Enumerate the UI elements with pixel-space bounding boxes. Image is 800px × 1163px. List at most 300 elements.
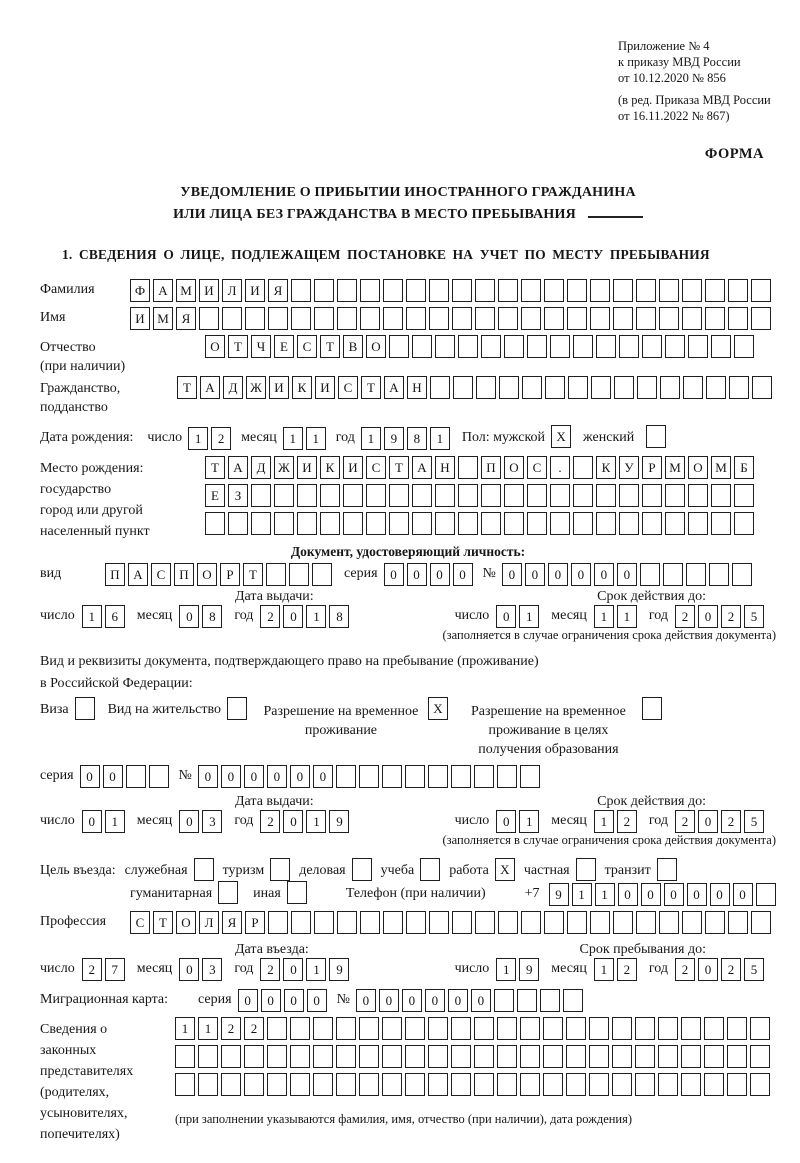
form-cell[interactable] — [750, 1017, 770, 1040]
form-cell[interactable] — [268, 307, 288, 330]
form-cell[interactable]: 1 — [430, 427, 450, 450]
form-cell[interactable] — [683, 376, 703, 399]
form-cell[interactable]: 0 — [698, 958, 718, 981]
form-cell[interactable] — [732, 563, 752, 586]
form-cell[interactable]: Р — [220, 563, 240, 586]
official-checkbox[interactable] — [194, 858, 214, 881]
form-cell[interactable] — [228, 512, 248, 535]
form-cell[interactable]: Р — [642, 456, 662, 479]
form-cell[interactable]: 2 — [675, 605, 695, 628]
form-cell[interactable] — [681, 1017, 701, 1040]
tourism-checkbox[interactable] — [270, 858, 290, 881]
form-cell[interactable] — [705, 279, 725, 302]
form-cell[interactable]: И — [199, 279, 219, 302]
form-cell[interactable]: 5 — [744, 958, 764, 981]
form-cell[interactable] — [619, 512, 639, 535]
form-cell[interactable] — [636, 911, 656, 934]
form-cell[interactable] — [704, 1045, 724, 1068]
form-cell[interactable]: 8 — [407, 427, 427, 450]
form-cell[interactable] — [612, 1017, 632, 1040]
form-cell[interactable]: 9 — [519, 958, 539, 981]
form-cell[interactable] — [517, 989, 537, 1012]
form-cell[interactable]: О — [366, 335, 386, 358]
form-cell[interactable] — [590, 279, 610, 302]
temporary-permit-checkbox[interactable]: X — [428, 697, 448, 720]
form-cell[interactable]: М — [665, 456, 685, 479]
form-cell[interactable]: 2 — [721, 958, 741, 981]
form-cell[interactable] — [658, 1073, 678, 1096]
form-cell[interactable]: О — [504, 456, 524, 479]
form-cell[interactable]: 1 — [496, 958, 516, 981]
form-cell[interactable]: 0 — [283, 605, 303, 628]
business-checkbox[interactable] — [352, 858, 372, 881]
form-cell[interactable] — [573, 484, 593, 507]
form-cell[interactable] — [312, 563, 332, 586]
form-cell[interactable] — [337, 307, 357, 330]
form-cell[interactable] — [389, 484, 409, 507]
form-cell[interactable]: А — [412, 456, 432, 479]
form-cell[interactable]: А — [384, 376, 404, 399]
form-cell[interactable]: И — [297, 456, 317, 479]
form-cell[interactable]: 3 — [202, 958, 222, 981]
form-cell[interactable] — [527, 512, 547, 535]
form-cell[interactable] — [337, 911, 357, 934]
form-cell[interactable]: 0 — [82, 810, 102, 833]
form-cell[interactable]: 1 — [306, 958, 326, 981]
form-cell[interactable] — [589, 1073, 609, 1096]
form-cell[interactable] — [383, 279, 403, 302]
form-cell[interactable] — [522, 376, 542, 399]
form-cell[interactable] — [688, 335, 708, 358]
form-cell[interactable] — [498, 279, 518, 302]
form-cell[interactable] — [686, 563, 706, 586]
form-cell[interactable] — [596, 512, 616, 535]
other-checkbox[interactable] — [287, 881, 307, 904]
form-cell[interactable]: 5 — [744, 605, 764, 628]
form-cell[interactable] — [711, 484, 731, 507]
form-cell[interactable]: П — [174, 563, 194, 586]
form-cell[interactable] — [406, 911, 426, 934]
form-cell[interactable] — [481, 335, 501, 358]
form-cell[interactable] — [451, 1017, 471, 1040]
form-cell[interactable]: М — [176, 279, 196, 302]
form-cell[interactable] — [550, 335, 570, 358]
form-cell[interactable] — [343, 484, 363, 507]
form-cell[interactable] — [729, 376, 749, 399]
form-cell[interactable] — [313, 1045, 333, 1068]
form-cell[interactable]: 0 — [379, 989, 399, 1012]
study-checkbox[interactable] — [420, 858, 440, 881]
form-cell[interactable]: С — [527, 456, 547, 479]
form-cell[interactable]: И — [315, 376, 335, 399]
form-cell[interactable]: О — [205, 335, 225, 358]
form-cell[interactable]: 1 — [594, 958, 614, 981]
form-cell[interactable] — [266, 563, 286, 586]
form-cell[interactable] — [659, 279, 679, 302]
form-cell[interactable]: 3 — [202, 810, 222, 833]
form-cell[interactable] — [563, 989, 583, 1012]
form-cell[interactable] — [540, 989, 560, 1012]
form-cell[interactable]: 0 — [548, 563, 568, 586]
form-cell[interactable]: 0 — [307, 989, 327, 1012]
form-cell[interactable]: 0 — [448, 989, 468, 1012]
form-cell[interactable] — [756, 883, 776, 906]
form-cell[interactable] — [658, 1045, 678, 1068]
form-cell[interactable]: 0 — [425, 989, 445, 1012]
form-cell[interactable] — [642, 512, 662, 535]
form-cell[interactable]: 0 — [261, 989, 281, 1012]
form-cell[interactable]: Я — [268, 279, 288, 302]
form-cell[interactable] — [430, 376, 450, 399]
form-cell[interactable] — [268, 911, 288, 934]
form-cell[interactable]: А — [200, 376, 220, 399]
form-cell[interactable] — [635, 1073, 655, 1096]
form-cell[interactable]: 0 — [402, 989, 422, 1012]
form-cell[interactable] — [452, 307, 472, 330]
form-cell[interactable] — [412, 335, 432, 358]
form-cell[interactable] — [567, 911, 587, 934]
form-cell[interactable]: С — [338, 376, 358, 399]
form-cell[interactable] — [290, 1073, 310, 1096]
form-cell[interactable] — [451, 1045, 471, 1068]
form-cell[interactable] — [336, 1073, 356, 1096]
form-cell[interactable]: М — [711, 456, 731, 479]
form-cell[interactable] — [267, 1017, 287, 1040]
form-cell[interactable] — [336, 1045, 356, 1068]
form-cell[interactable] — [497, 1045, 517, 1068]
form-cell[interactable] — [543, 1073, 563, 1096]
form-cell[interactable]: 0 — [407, 563, 427, 586]
form-cell[interactable]: 0 — [453, 563, 473, 586]
form-cell[interactable] — [527, 335, 547, 358]
form-cell[interactable]: 9 — [549, 883, 569, 906]
form-cell[interactable]: 9 — [329, 810, 349, 833]
form-cell[interactable] — [590, 911, 610, 934]
form-cell[interactable] — [297, 512, 317, 535]
form-cell[interactable] — [709, 563, 729, 586]
form-cell[interactable]: 0 — [179, 605, 199, 628]
form-cell[interactable] — [458, 335, 478, 358]
form-cell[interactable] — [498, 911, 518, 934]
form-cell[interactable] — [663, 563, 683, 586]
form-cell[interactable]: 0 — [687, 883, 707, 906]
form-cell[interactable]: Т — [228, 335, 248, 358]
humanitarian-checkbox[interactable] — [218, 881, 238, 904]
form-cell[interactable]: 9 — [384, 427, 404, 450]
form-cell[interactable]: С — [130, 911, 150, 934]
form-cell[interactable] — [567, 279, 587, 302]
form-cell[interactable]: Л — [199, 911, 219, 934]
form-cell[interactable]: 1 — [595, 883, 615, 906]
form-cell[interactable] — [494, 989, 514, 1012]
form-cell[interactable] — [589, 1045, 609, 1068]
female-checkbox[interactable] — [646, 425, 666, 448]
form-cell[interactable] — [734, 512, 754, 535]
form-cell[interactable] — [728, 307, 748, 330]
form-cell[interactable]: И — [343, 456, 363, 479]
form-cell[interactable] — [429, 279, 449, 302]
form-cell[interactable] — [274, 512, 294, 535]
form-cell[interactable] — [474, 765, 494, 788]
form-cell[interactable]: 1 — [519, 605, 539, 628]
form-cell[interactable]: 2 — [221, 1017, 241, 1040]
form-cell[interactable]: А — [228, 456, 248, 479]
visa-checkbox[interactable] — [75, 697, 95, 720]
form-cell[interactable]: 1 — [188, 427, 208, 450]
form-cell[interactable] — [405, 1073, 425, 1096]
form-cell[interactable]: 0 — [571, 563, 591, 586]
form-cell[interactable]: 2 — [82, 958, 102, 981]
form-cell[interactable] — [521, 911, 541, 934]
form-cell[interactable]: 0 — [617, 563, 637, 586]
form-cell[interactable] — [659, 307, 679, 330]
form-cell[interactable]: 0 — [594, 563, 614, 586]
form-cell[interactable]: 8 — [202, 605, 222, 628]
form-cell[interactable]: 1 — [594, 605, 614, 628]
form-cell[interactable]: 0 — [283, 810, 303, 833]
form-cell[interactable] — [751, 307, 771, 330]
form-cell[interactable] — [382, 1017, 402, 1040]
form-cell[interactable] — [613, 279, 633, 302]
form-cell[interactable] — [251, 512, 271, 535]
form-cell[interactable] — [498, 307, 518, 330]
form-cell[interactable] — [267, 1045, 287, 1068]
form-cell[interactable] — [734, 484, 754, 507]
form-cell[interactable]: Ч — [251, 335, 271, 358]
form-cell[interactable] — [382, 1073, 402, 1096]
form-cell[interactable] — [314, 279, 334, 302]
form-cell[interactable] — [382, 1045, 402, 1068]
form-cell[interactable] — [360, 307, 380, 330]
form-cell[interactable] — [568, 376, 588, 399]
form-cell[interactable]: Е — [205, 484, 225, 507]
form-cell[interactable] — [640, 563, 660, 586]
form-cell[interactable] — [750, 1073, 770, 1096]
form-cell[interactable]: 0 — [430, 563, 450, 586]
form-cell[interactable] — [660, 376, 680, 399]
form-cell[interactable] — [175, 1073, 195, 1096]
form-cell[interactable] — [619, 335, 639, 358]
form-cell[interactable] — [682, 279, 702, 302]
form-cell[interactable]: 2 — [721, 810, 741, 833]
form-cell[interactable]: 0 — [179, 810, 199, 833]
form-cell[interactable] — [389, 335, 409, 358]
form-cell[interactable]: 0 — [80, 765, 100, 788]
form-cell[interactable]: 1 — [82, 605, 102, 628]
form-cell[interactable]: О — [688, 456, 708, 479]
form-cell[interactable] — [635, 1045, 655, 1068]
form-cell[interactable] — [728, 279, 748, 302]
form-cell[interactable]: 1 — [175, 1017, 195, 1040]
form-cell[interactable]: 2 — [211, 427, 231, 450]
form-cell[interactable] — [543, 1017, 563, 1040]
form-cell[interactable] — [521, 279, 541, 302]
form-cell[interactable] — [222, 307, 242, 330]
form-cell[interactable]: Н — [435, 456, 455, 479]
male-checkbox[interactable]: X — [551, 425, 571, 448]
form-cell[interactable] — [290, 1045, 310, 1068]
form-cell[interactable] — [475, 307, 495, 330]
form-cell[interactable] — [642, 484, 662, 507]
form-cell[interactable] — [497, 1017, 517, 1040]
form-cell[interactable]: 2 — [675, 810, 695, 833]
form-cell[interactable]: Ж — [246, 376, 266, 399]
form-cell[interactable] — [406, 307, 426, 330]
form-cell[interactable] — [659, 911, 679, 934]
form-cell[interactable] — [290, 1017, 310, 1040]
form-cell[interactable]: 0 — [283, 958, 303, 981]
form-cell[interactable]: 1 — [306, 810, 326, 833]
form-cell[interactable] — [682, 911, 702, 934]
form-cell[interactable]: 1 — [572, 883, 592, 906]
form-cell[interactable] — [458, 456, 478, 479]
form-cell[interactable] — [727, 1073, 747, 1096]
form-cell[interactable] — [704, 1073, 724, 1096]
form-cell[interactable] — [429, 911, 449, 934]
form-cell[interactable]: У — [619, 456, 639, 479]
form-cell[interactable]: О — [176, 911, 196, 934]
form-cell[interactable] — [336, 1017, 356, 1040]
form-cell[interactable]: А — [153, 279, 173, 302]
form-cell[interactable] — [504, 484, 524, 507]
form-cell[interactable] — [405, 1045, 425, 1068]
form-cell[interactable]: 0 — [698, 605, 718, 628]
form-cell[interactable] — [428, 1017, 448, 1040]
form-cell[interactable]: С — [297, 335, 317, 358]
form-cell[interactable] — [619, 484, 639, 507]
form-cell[interactable] — [636, 279, 656, 302]
form-cell[interactable]: 0 — [664, 883, 684, 906]
form-cell[interactable] — [682, 307, 702, 330]
form-cell[interactable] — [474, 1073, 494, 1096]
form-cell[interactable]: К — [292, 376, 312, 399]
form-cell[interactable]: Д — [251, 456, 271, 479]
form-cell[interactable] — [520, 1073, 540, 1096]
form-cell[interactable] — [412, 512, 432, 535]
form-cell[interactable] — [688, 484, 708, 507]
form-cell[interactable] — [614, 376, 634, 399]
form-cell[interactable] — [405, 1017, 425, 1040]
form-cell[interactable] — [704, 1017, 724, 1040]
form-cell[interactable] — [544, 307, 564, 330]
form-cell[interactable] — [642, 335, 662, 358]
form-cell[interactable]: Т — [177, 376, 197, 399]
form-cell[interactable] — [573, 456, 593, 479]
form-cell[interactable] — [343, 512, 363, 535]
form-cell[interactable]: П — [481, 456, 501, 479]
form-cell[interactable]: О — [197, 563, 217, 586]
form-cell[interactable] — [435, 484, 455, 507]
form-cell[interactable] — [458, 512, 478, 535]
form-cell[interactable]: 0 — [267, 765, 287, 788]
form-cell[interactable] — [589, 1017, 609, 1040]
form-cell[interactable] — [412, 484, 432, 507]
form-cell[interactable] — [544, 911, 564, 934]
form-cell[interactable]: Т — [320, 335, 340, 358]
form-cell[interactable] — [527, 484, 547, 507]
form-cell[interactable] — [543, 1045, 563, 1068]
form-cell[interactable]: Ф — [130, 279, 150, 302]
form-cell[interactable]: П — [105, 563, 125, 586]
form-cell[interactable] — [291, 911, 311, 934]
form-cell[interactable]: 0 — [284, 989, 304, 1012]
form-cell[interactable]: 2 — [260, 605, 280, 628]
form-cell[interactable] — [126, 765, 146, 788]
form-cell[interactable]: 7 — [105, 958, 125, 981]
form-cell[interactable] — [429, 307, 449, 330]
form-cell[interactable] — [613, 911, 633, 934]
form-cell[interactable] — [475, 279, 495, 302]
form-cell[interactable]: 1 — [617, 605, 637, 628]
form-cell[interactable] — [665, 512, 685, 535]
form-cell[interactable] — [566, 1045, 586, 1068]
form-cell[interactable] — [291, 307, 311, 330]
form-cell[interactable]: . — [550, 456, 570, 479]
form-cell[interactable]: Б — [734, 456, 754, 479]
form-cell[interactable] — [681, 1073, 701, 1096]
form-cell[interactable] — [205, 512, 225, 535]
form-cell[interactable] — [244, 1045, 264, 1068]
form-cell[interactable]: Я — [176, 307, 196, 330]
form-cell[interactable]: 2 — [721, 605, 741, 628]
form-cell[interactable] — [267, 1073, 287, 1096]
form-cell[interactable] — [705, 911, 725, 934]
form-cell[interactable]: 1 — [105, 810, 125, 833]
form-cell[interactable] — [320, 512, 340, 535]
form-cell[interactable] — [320, 484, 340, 507]
form-cell[interactable]: 1 — [306, 605, 326, 628]
form-cell[interactable]: А — [128, 563, 148, 586]
form-cell[interactable] — [359, 1017, 379, 1040]
form-cell[interactable] — [705, 307, 725, 330]
form-cell[interactable] — [727, 1045, 747, 1068]
form-cell[interactable]: 0 — [496, 605, 516, 628]
form-cell[interactable]: Ж — [274, 456, 294, 479]
form-cell[interactable] — [198, 1073, 218, 1096]
form-cell[interactable] — [751, 279, 771, 302]
form-cell[interactable] — [452, 911, 472, 934]
form-cell[interactable] — [474, 1017, 494, 1040]
form-cell[interactable]: 0 — [525, 563, 545, 586]
form-cell[interactable] — [313, 1073, 333, 1096]
form-cell[interactable]: С — [151, 563, 171, 586]
form-cell[interactable]: 2 — [617, 958, 637, 981]
form-cell[interactable] — [751, 911, 771, 934]
form-cell[interactable]: 0 — [641, 883, 661, 906]
form-cell[interactable] — [727, 1017, 747, 1040]
form-cell[interactable] — [706, 376, 726, 399]
form-cell[interactable]: 2 — [260, 958, 280, 981]
form-cell[interactable]: Л — [222, 279, 242, 302]
form-cell[interactable]: 0 — [221, 765, 241, 788]
form-cell[interactable]: С — [366, 456, 386, 479]
form-cell[interactable]: Т — [389, 456, 409, 479]
transit-checkbox[interactable] — [657, 858, 677, 881]
form-cell[interactable] — [360, 911, 380, 934]
form-cell[interactable] — [428, 765, 448, 788]
form-cell[interactable]: 0 — [496, 810, 516, 833]
form-cell[interactable] — [665, 335, 685, 358]
form-cell[interactable] — [566, 1017, 586, 1040]
form-cell[interactable]: 0 — [698, 810, 718, 833]
form-cell[interactable] — [752, 376, 772, 399]
form-cell[interactable] — [728, 911, 748, 934]
form-cell[interactable] — [382, 765, 402, 788]
form-cell[interactable]: 8 — [329, 605, 349, 628]
form-cell[interactable] — [366, 484, 386, 507]
form-cell[interactable] — [245, 307, 265, 330]
form-cell[interactable] — [291, 279, 311, 302]
